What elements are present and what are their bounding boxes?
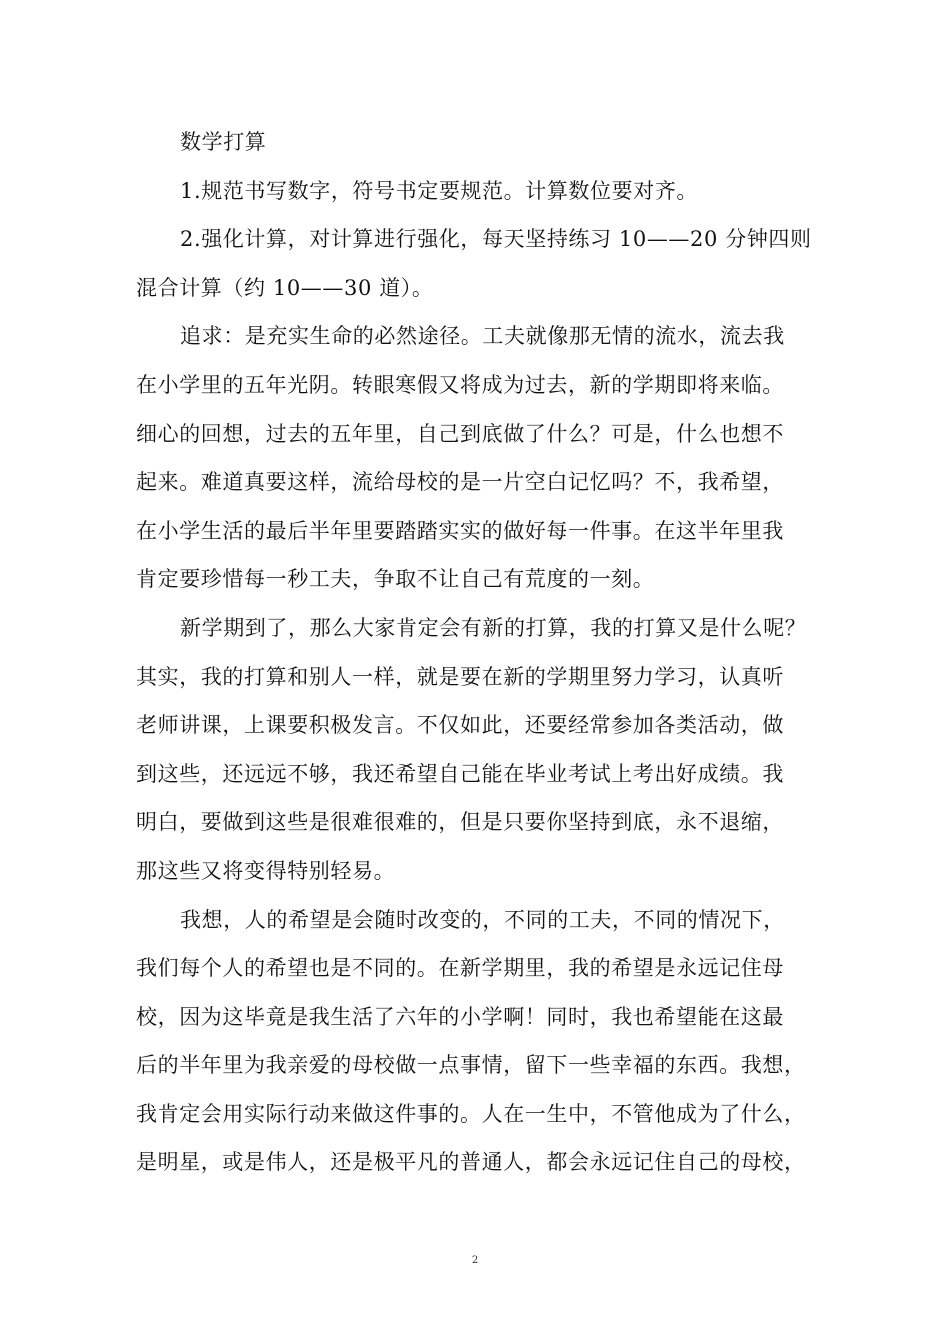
paragraph-1-line: 起来。难道真要这样，流给母校的是一片空白记忆吗？不，我希望， xyxy=(136,470,784,495)
paragraph-1-line: 肯定要珍惜每一秒工夫，争取不让自己有荒度的一刻。 xyxy=(136,567,655,592)
list-item-2-line-2: 混合计算（约 10——30 道）。 xyxy=(136,275,434,300)
paragraph-3 xyxy=(136,896,814,1188)
list-item-2 xyxy=(136,215,814,312)
paragraph-2-line: 新学期到了，那么大家肯定会有新的打算，我的打算又是什么呢？ xyxy=(180,615,807,640)
paragraph-1-line: 在小学里的五年光阴。转眼寒假又将成为过去，新的学期即将来临。 xyxy=(136,372,784,397)
paragraph-3-line: 是明星，或是伟人，还是极平凡的普通人，都会永远记住自己的母校， xyxy=(136,1150,806,1175)
paragraph-1-line: 在小学生活的最后半年里要踏踏实实的做好每一件事。在这半年里我 xyxy=(136,518,784,543)
paragraph-3-line: 我们每个人的希望也是不同的。在新学期里，我的希望是永远记住母 xyxy=(136,956,784,981)
document-body xyxy=(136,118,814,1187)
paragraph-3-line: 我肯定会用实际行动来做这件事的。人在一生中，不管他成为了什么， xyxy=(136,1101,806,1126)
paragraph-2 xyxy=(136,604,814,896)
paragraph-2-line: 其实，我的打算和别人一样，就是要在新的学期里努力学习，认真听 xyxy=(136,664,784,689)
paragraph-3-line: 校，因为这毕竟是我生活了六年的小学啊！同时，我也希望能在这最 xyxy=(136,1004,784,1029)
paragraph-2-line: 明白，要做到这些是很难很难的，但是只要你坚持到底，永不退缩， xyxy=(136,810,784,835)
paragraph-2-line: 老师讲课，上课要积极发言。不仅如此，还要经常参加各类活动，做 xyxy=(136,713,784,738)
paragraph-1-line: 细心的回想，过去的五年里，自己到底做了什么？可是，什么也想不 xyxy=(136,421,784,446)
heading-text: 数学打算 xyxy=(180,130,267,154)
paragraph-1 xyxy=(136,312,814,604)
paragraph-1-line: 追求：是充实生命的必然途径。工夫就像那无情的流水，流去我 xyxy=(180,324,785,349)
paragraph-2-line: 那这些又将变得特别轻易。 xyxy=(136,858,396,883)
page-number: 2 xyxy=(471,1255,479,1266)
paragraph-3-line: 后的半年里为我亲爱的母校做一点事情，留下一些幸福的东西。我想， xyxy=(136,1053,806,1078)
paragraph-2-line: 到这些，还远远不够，我还希望自己能在毕业考试上考出好成绩。我 xyxy=(136,761,784,786)
list-item-1-text: 1.规范书写数字，符号书定要规范。计算数位要对齐。 xyxy=(180,178,699,203)
section-heading xyxy=(136,118,814,167)
paragraph-3-line: 我想，人的希望是会随时改变的，不同的工夫，不同的情况下， xyxy=(180,907,785,932)
list-item-2-line-1: 2.强化计算，对计算进行强化，每天坚持练习 10——20 分钟四则 xyxy=(180,227,812,252)
list-item-1 xyxy=(136,167,814,216)
